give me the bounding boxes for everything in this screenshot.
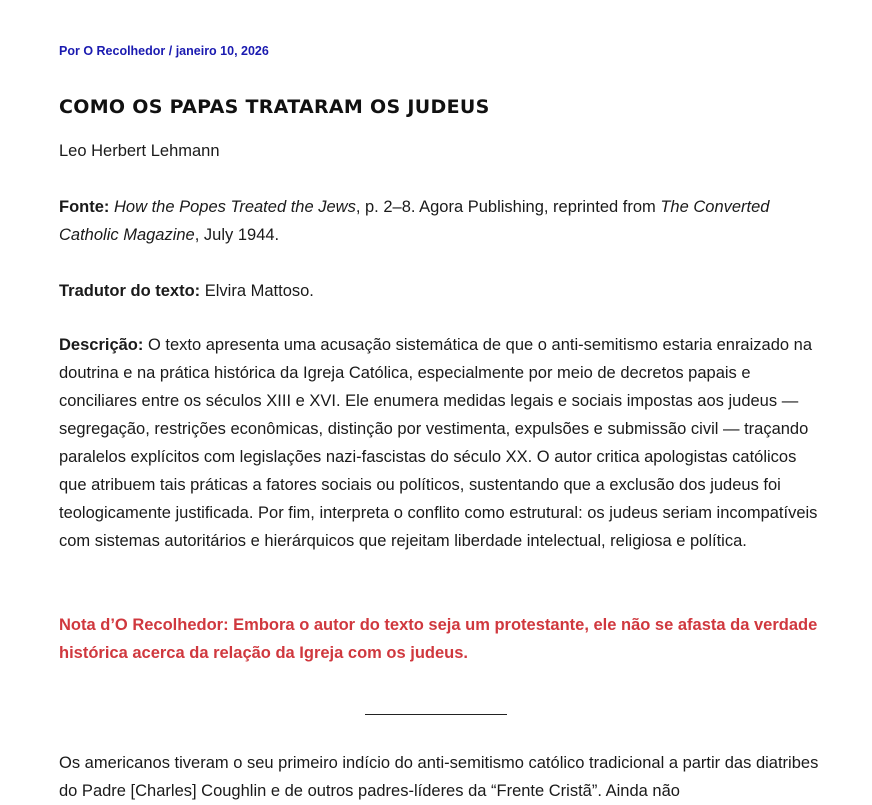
translator-name: Elvira Mattoso. — [200, 282, 314, 300]
section-divider — [365, 714, 507, 715]
translator-paragraph — [59, 277, 819, 305]
description-text: O texto apresenta uma acusação sistemática de que o anti-semitismo estaria enraizado na doutrina e na prática histórica da Igreja Católica, especialmente por meio de decretos papais e conciliares entre os séculos XIII e XVI. Ele enumera medidas legais e sociais impostas aos judeus — segregação, restrições econômicas, distinção por vestimenta, expulsões e submissão civil — traçando paralelos explícitos com legislações nazi-fascistas do século XX. O autor critica apologistas católicos que atribuem tais práticas a fatores sociais ou políticos, sustentando que a exclusão dos judeus foi teologicamente justificada. Por fim, interpreta o conflito como estrutural: os judeus seriam incompatíveis com sistemas autoritários e hierárquicos que rejeitam liberdade intelectual, religiosa e política. — [59, 336, 818, 550]
byline-date-link[interactable]: janeiro 10, 2026 — [175, 44, 269, 58]
byline-author-link[interactable]: O Recolhedor — [83, 44, 166, 58]
source-date: , July 1944. — [194, 226, 280, 244]
source-magazine: The Converted Catholic Magazine — [59, 198, 770, 244]
post-byline — [59, 44, 269, 58]
source-label: Fonte: — [59, 198, 110, 216]
source-paragraph — [59, 193, 819, 249]
article-author: Leo Herbert Lehmann — [59, 142, 220, 160]
byline-separator: / — [165, 44, 176, 58]
description-label: Descrição: — [59, 336, 144, 354]
translator-label: Tradutor do texto: — [59, 282, 201, 300]
description-paragraph — [59, 331, 819, 555]
body-paragraph: Os americanos tiveram o seu primeiro indício do anti-semitismo católico tradicional a partir das diatribes do Padre [Charles] Coughlin e de outros padres-líderes da “Frente Cristã”. Ainda não — [59, 754, 819, 800]
source-book-title: How the Popes Treated the Jews — [114, 198, 356, 216]
article-title: COMO OS PAPAS TRATARAM OS JUDEUS — [59, 96, 490, 118]
source-details: , p. 2–8. Agora Publishing, reprinted from — [355, 198, 661, 216]
editor-note: Nota d’O Recolhedor: Embora o autor do texto seja um protestante, ele não se afasta da verdade histórica acerca da relação da Igreja com os judeus. — [59, 616, 818, 662]
byline-prefix: Por — [59, 44, 84, 58]
